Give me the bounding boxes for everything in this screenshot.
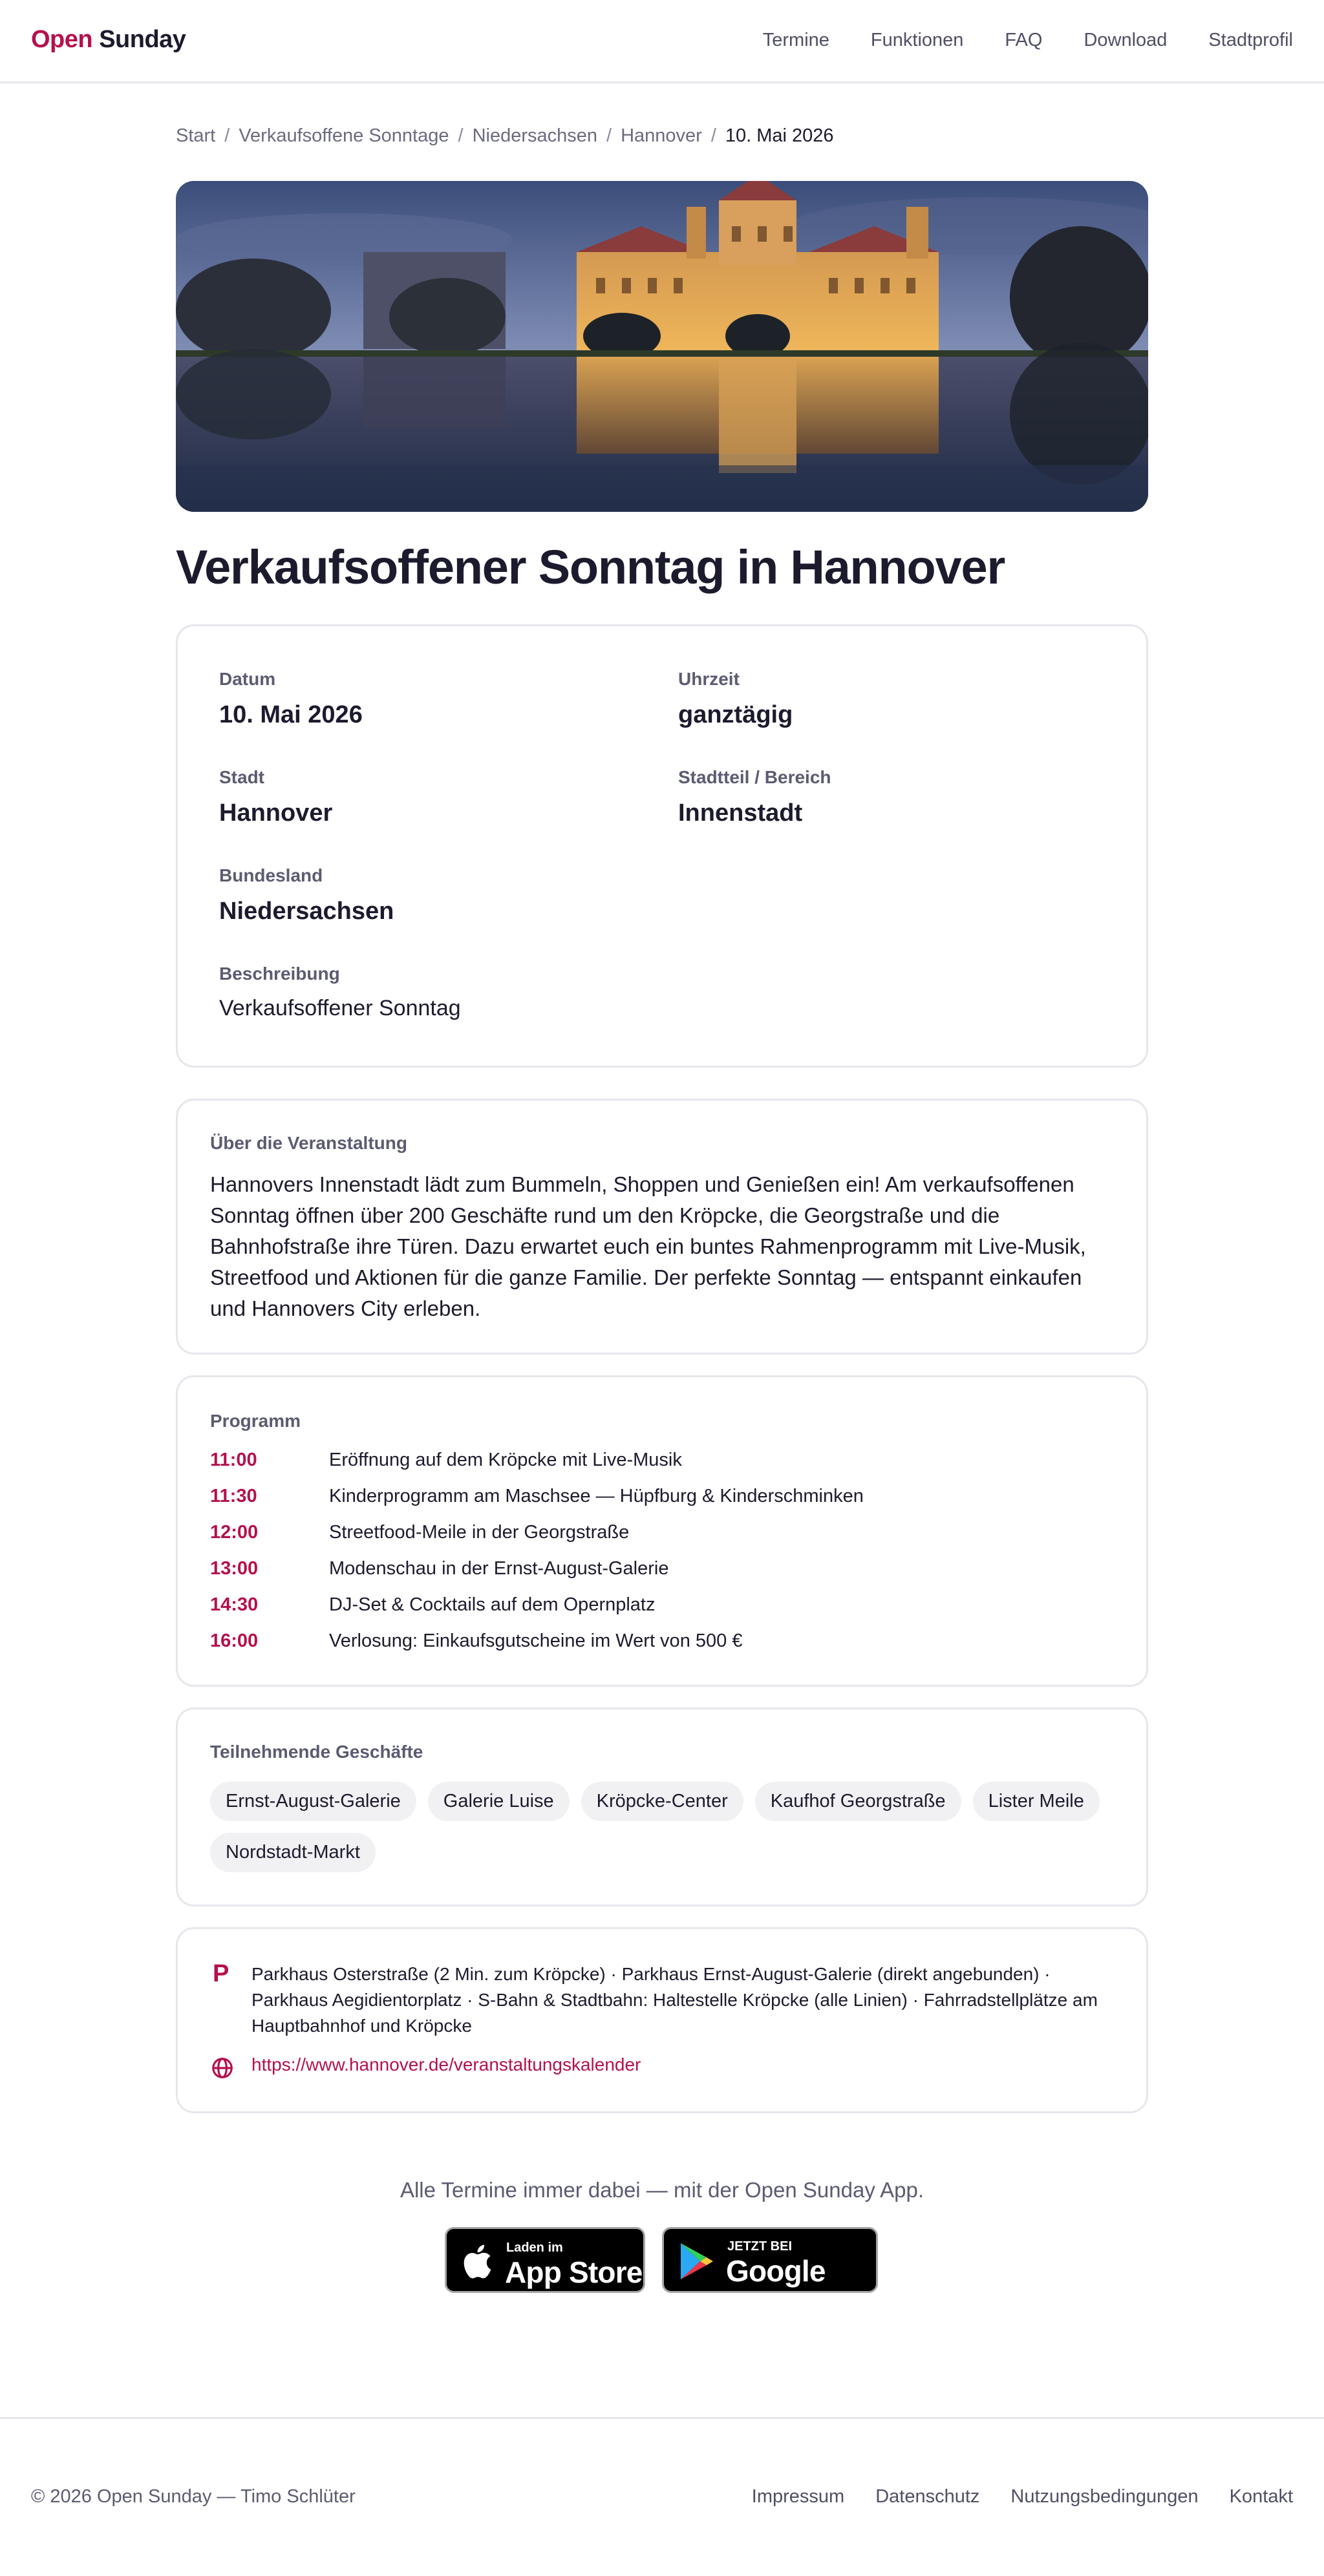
shop-chip[interactable]: Nordstadt-Markt [210, 1833, 376, 1872]
program-time: 12:00 [210, 1522, 259, 1543]
program-text: DJ-Set & Cocktails auf dem Opernplatz [329, 1594, 656, 1615]
copyright: © 2026 Open Sunday — Timo Schlüter [31, 2486, 356, 2507]
footer-links [752, 2486, 1293, 2507]
nav-stadtprofil[interactable]: Stadtprofil [1208, 30, 1293, 50]
nav-funktionen[interactable]: Funktionen [870, 30, 964, 50]
program-text: Streetfood-Meile in der Georgstraße [329, 1522, 630, 1543]
breadcrumb-separator: / [606, 125, 612, 146]
program-card [176, 1375, 1148, 1687]
apple-icon [462, 2242, 496, 2281]
breadcrumb-separator: / [224, 125, 230, 146]
globe-icon [210, 2056, 235, 2080]
footer-link-nutzungsbedingungen[interactable]: Nutzungsbedingungen [1010, 2486, 1199, 2507]
detail-district [678, 767, 831, 827]
google-play-icon [678, 2242, 714, 2281]
detail-value: Hannover [219, 799, 333, 827]
detail-label: Uhrzeit [678, 669, 740, 689]
app-store-label: App Store [505, 2255, 643, 2289]
breadcrumb-separator: / [710, 125, 716, 146]
breadcrumb [176, 125, 834, 147]
breadcrumb-hannover[interactable]: Hannover [621, 125, 702, 146]
top-header [0, 0, 1324, 83]
logo-open: Open [31, 26, 93, 53]
main-nav [763, 30, 1293, 51]
shop-chip[interactable]: Galerie Luise [428, 1782, 570, 1821]
detail-value: Innenstadt [678, 799, 803, 827]
shops-card [176, 1707, 1148, 1906]
app-promo-text: Alle Termine immer dabei — mit der Open Sunday App. [400, 2178, 924, 2202]
about-title: Über die Veranstaltung [210, 1133, 407, 1153]
program-title: Programm [210, 1411, 301, 1431]
footer-divider [0, 2417, 1324, 2419]
shop-chip[interactable]: Kaufhof Georgstraße [755, 1782, 961, 1821]
nav-download[interactable]: Download [1084, 30, 1168, 50]
breadcrumb-niedersachsen[interactable]: Niedersachsen [472, 125, 598, 146]
google-play-button[interactable] [662, 2227, 878, 2323]
detail-value: Verkaufsoffener Sonntag [219, 996, 461, 1020]
travel-info-card [176, 1927, 1148, 2113]
detail-label: Stadtteil / Bereich [678, 767, 831, 787]
detail-label: Bundesland [219, 865, 323, 885]
shop-chip-list [210, 1782, 1128, 1872]
detail-time [678, 669, 793, 729]
program-time: 11:00 [210, 1450, 257, 1470]
detail-label: Stadt [219, 767, 264, 787]
program-time: 11:30 [210, 1486, 257, 1506]
event-details-card [176, 624, 1148, 1068]
program-text: Verlosung: Einkaufsgutscheine im Wert von 500 € [329, 1631, 743, 1651]
parking-icon: P [213, 1960, 230, 1987]
detail-city [219, 767, 332, 827]
shop-chip[interactable]: Lister Meile [973, 1782, 1100, 1821]
detail-value: ganztägig [678, 701, 793, 728]
logo-sunday: Sunday [99, 26, 186, 53]
detail-date [219, 669, 363, 729]
footer-link-kontakt[interactable]: Kontakt [1229, 2486, 1293, 2507]
footer-link-datenschutz[interactable]: Datenschutz [875, 2486, 980, 2507]
program-text: Modenschau in der Ernst-August-Galerie [329, 1558, 669, 1579]
program-text: Eröffnung auf dem Kröpcke mit Live-Musik [329, 1450, 682, 1470]
website-link[interactable]: https://www.hannover.de/veranstaltungskalender [251, 2054, 641, 2075]
breadcrumb-current: 10. Mai 2026 [725, 125, 834, 146]
program-text: Kinderprogramm am Maschsee — Hüpfburg & Kinderschminken [329, 1486, 864, 1506]
city-hall-illustration [176, 181, 1148, 512]
google-play-small-label: JETZT BEI [727, 2239, 793, 2254]
detail-description [219, 964, 461, 1021]
app-store-button[interactable] [445, 2227, 645, 2293]
detail-value: Niedersachsen [219, 898, 394, 925]
logo[interactable] [31, 26, 186, 54]
shop-chip[interactable]: Ernst-August-Galerie [210, 1782, 416, 1821]
detail-label: Datum [219, 669, 276, 689]
footer-link-impressum[interactable]: Impressum [751, 2486, 845, 2507]
nav-termine[interactable]: Termine [762, 30, 829, 50]
app-store-small-label: Laden im [506, 2241, 563, 2255]
breadcrumb-verkaufsoffene-sonntage[interactable]: Verkaufsoffene Sonntage [239, 125, 449, 146]
detail-value: 10. Mai 2026 [219, 701, 363, 728]
about-text: Hannovers Innenstadt lädt zum Bummeln, Shoppen und Genießen ein! Am verkaufsoffenen Sonntag öffnen über 200 Geschäfte rund um den Kröpcke, die Georgstraße und die Bahnhofstraße ihre Türen. Dazu erwartet euch ein buntes Rahmenprogramm mit Live-Musik, Streetfood und Aktionen für die ganze Familie. Der perfekte Sonntag — entspannt einkaufen und Hannovers City erleben. [210, 1172, 1086, 1320]
program-time: 14:30 [210, 1594, 259, 1615]
shop-chip[interactable]: Kröpcke-Center [581, 1782, 743, 1821]
program-time: 16:00 [210, 1631, 259, 1651]
breadcrumb-start[interactable]: Start [176, 125, 216, 146]
hero-image [176, 181, 1148, 512]
detail-state [219, 865, 394, 925]
parking-text: Parkhaus Osterstraße (2 Min. zum Kröpcke) · Parkhaus Ernst-August-Galerie (direkt angebunden) · Parkhaus Aegidientorplatz · S-Bahn & Stadtbahn: Haltestelle Kröpcke (alle Linien) · Fahrradstellplätze am Hauptbahnhof und Kröpcke [251, 1964, 1098, 2036]
page-title: Verkaufsoffener Sonntag in Hannover [176, 540, 1005, 594]
shops-title: Teilnehmende Geschäfte [210, 1742, 423, 1762]
program-time: 13:00 [210, 1558, 259, 1579]
about-card [176, 1099, 1148, 1355]
google-play-label: Google Play [726, 2254, 826, 2323]
detail-label: Beschreibung [219, 964, 340, 984]
nav-faq[interactable]: FAQ [1005, 30, 1043, 50]
breadcrumb-separator: / [458, 125, 464, 146]
